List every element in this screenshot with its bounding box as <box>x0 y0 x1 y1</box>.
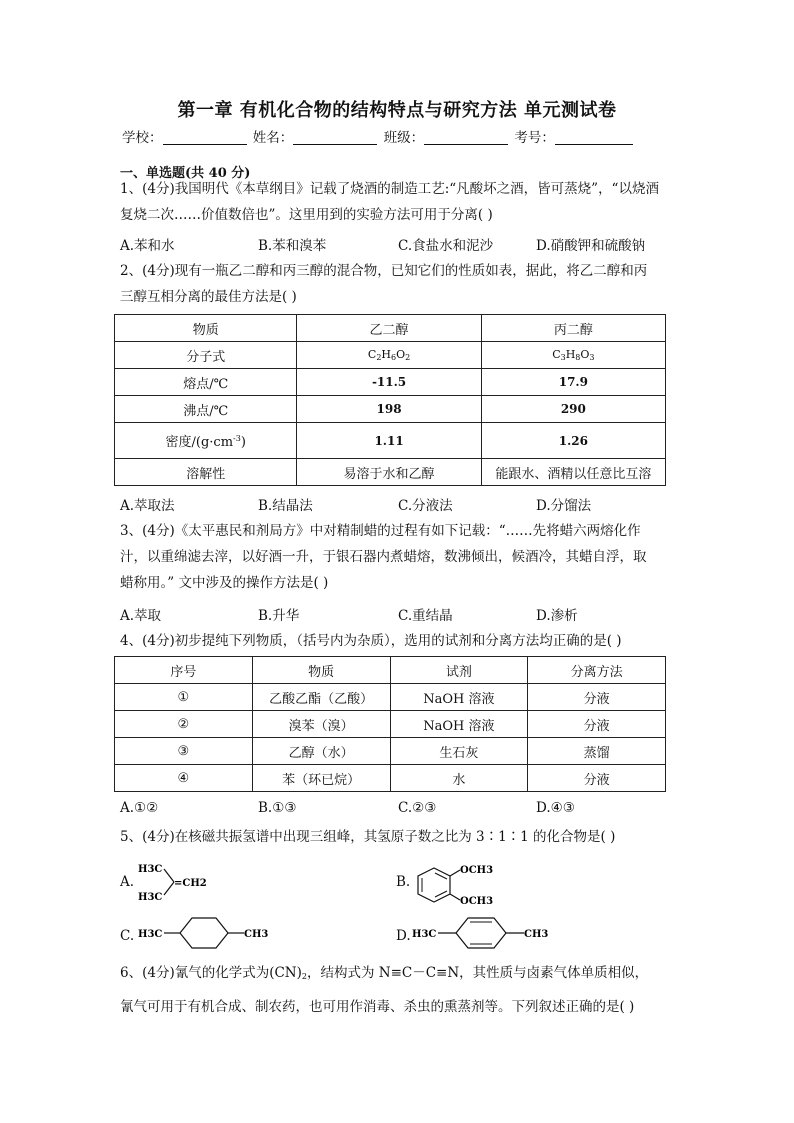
table-header-cell: 分离方法 <box>528 657 666 684</box>
table-row <box>115 765 666 792</box>
table-header-cell: 丙二醇 <box>481 315 665 342</box>
table-cell: 溴苯（溴） <box>252 711 390 738</box>
table-cell: 198 <box>297 396 481 423</box>
question-3-line-1: 3、(4分)《太平惠民和剂局方》中对精制蜡的过程有如下记载：“……先将蜡六两熔化作 <box>120 523 641 539</box>
option-a[interactable]: A.萃取 <box>120 608 162 624</box>
question-5-text <box>120 824 680 850</box>
structure-d-right-group: CH3 <box>524 929 549 940</box>
table-header-row <box>115 315 666 342</box>
question-1-line-1: 1、(4分)我国明代《本草纲目》记载了烧酒的制造工艺:“凡酸坏之酒，皆可蒸烧”，“以烧酒 <box>120 181 659 197</box>
table-header-cell: 试剂 <box>390 657 528 684</box>
option-b[interactable]: B.结晶法 <box>258 498 313 514</box>
exam-no-field[interactable] <box>555 130 633 145</box>
question-3-line-2: 汁，以重绵滤去滓，以好酒一升，于银石器内煮蜡熔，数沸倾出，候酒冷，其蜡自浮，取 <box>120 549 647 565</box>
table-cell: NaOH 溶液 <box>390 684 528 711</box>
table-cell: ① <box>115 684 253 711</box>
table-header-cell: 序号 <box>115 657 253 684</box>
table-cell: ④ <box>115 765 253 792</box>
option-c-label[interactable]: C. <box>120 928 135 944</box>
question-6-text <box>120 958 680 1022</box>
option-b[interactable]: B.①③ <box>258 800 297 816</box>
table-cell: ② <box>115 711 253 738</box>
table-row <box>115 396 666 423</box>
table-row <box>115 459 666 486</box>
table-cell: 乙醇（水） <box>252 738 390 765</box>
option-c[interactable]: C.食盐水和泥沙 <box>398 238 494 254</box>
question-1-text <box>120 176 680 228</box>
table-cell: 分液 <box>528 684 666 711</box>
structure-a-bottom-group: H3C <box>138 892 163 903</box>
option-a[interactable]: A.苯和水 <box>120 238 175 254</box>
table-row <box>115 423 666 459</box>
structure-c-left-group: H3C <box>138 929 163 940</box>
table-row <box>115 738 666 765</box>
properties-table <box>114 314 666 486</box>
table-cell: 溶解性 <box>115 459 297 486</box>
structure-a <box>136 858 246 908</box>
table-row <box>115 684 666 711</box>
school-field[interactable] <box>163 130 247 145</box>
question-6-line-1: 6、(4分)氰气的化学式为$(CN)_2$，结构式为 N≡C－C≡N，其性质与卤素气体单质相似， <box>120 965 649 981</box>
question-1-options <box>120 234 680 254</box>
option-d-label[interactable]: D. <box>396 928 411 944</box>
option-c[interactable]: C.重结晶 <box>398 608 453 624</box>
table-cell: ③ <box>115 738 253 765</box>
exam-no-label: 考号： <box>514 130 555 146</box>
option-b[interactable]: B.升华 <box>258 608 300 624</box>
class-field[interactable] <box>424 130 508 145</box>
student-info-line <box>122 126 682 146</box>
option-a[interactable]: A.萃取法 <box>120 498 175 514</box>
structure-b-top-group: OCH3 <box>460 865 494 876</box>
table-cell: 分液 <box>528 765 666 792</box>
table-cell: 易溶于水和乙醇 <box>297 459 481 486</box>
option-b[interactable]: B.苯和溴苯 <box>258 238 327 254</box>
section-heading: 一、单选题(共 40 分) <box>120 166 251 181</box>
table-cell: 分液 <box>528 711 666 738</box>
option-a-label[interactable]: A. <box>120 874 135 890</box>
question-4-text <box>120 628 680 654</box>
table-row <box>115 711 666 738</box>
question-2-options <box>120 494 680 514</box>
table-header-cell: 物质 <box>252 657 390 684</box>
name-label: 姓名： <box>252 130 294 146</box>
question-2-line-1: 2、(4分)现有一瓶乙二醇和丙三醇的混合物，已知它们的性质如表，据此，将乙二醇和丙 <box>120 263 648 279</box>
question-5-line-1: 5、(4分)在核磁共振氢谱中出现三组峰，其氢原子数之比为 3∶1∶1 的化合物是( ) <box>120 829 616 845</box>
option-d[interactable]: D.渗析 <box>536 608 578 624</box>
class-label: 班级： <box>383 130 425 146</box>
option-c[interactable]: C.②③ <box>398 800 437 816</box>
table-cell: 水 <box>390 765 528 792</box>
page-title: 第一章 有机化合物的结构特点与研究方法 单元测试卷 <box>177 100 617 121</box>
table-cell: 蒸馏 <box>528 738 666 765</box>
option-d[interactable]: D.分馏法 <box>536 498 592 514</box>
name-field[interactable] <box>293 130 377 145</box>
table-cell: 苯（环已烷） <box>252 765 390 792</box>
table-cell: 1.26 <box>481 423 665 459</box>
structure-c-right-group: CH3 <box>244 929 269 940</box>
structure-a-top-group: H3C <box>138 864 163 875</box>
question-3-options <box>120 604 680 624</box>
table-cell: 能跟水、酒精以任意比互溶 <box>481 459 665 486</box>
table-cell: 生石灰 <box>390 738 528 765</box>
purification-table <box>114 656 666 792</box>
formula-cell: $C_3H_8O_3$ <box>481 342 665 369</box>
option-d[interactable]: D.④③ <box>536 800 575 816</box>
table-header-cell: 乙二醇 <box>297 315 481 342</box>
question-4-options <box>120 800 680 820</box>
question-6-line-2: 氰气可用于有机合成、制农药，也可用作消毒、杀虫的熏蒸剂等。下列叙述正确的是( ) <box>120 999 635 1015</box>
structure-d-left-group: H3C <box>412 929 437 940</box>
question-3-text <box>120 518 680 596</box>
question-4-line-1: 4、(4分)初步提纯下列物质，（括号内为杂质），选用的试剂和分离方法均正确的是( ) <box>120 633 622 649</box>
option-d[interactable]: D.硝酸钾和硫酸钠 <box>536 238 646 254</box>
table-cell: 乙酸乙酯（乙酸） <box>252 684 390 711</box>
table-cell: 熔点/℃ <box>115 369 297 396</box>
table-row <box>115 342 666 369</box>
table-cell: -11.5 <box>297 369 481 396</box>
option-a[interactable]: A.①② <box>120 800 159 816</box>
school-label: 学校： <box>122 130 163 146</box>
table-header-row <box>115 657 666 684</box>
table-header-cell: 物质 <box>115 315 297 342</box>
formula-cell: $C_2H_6O_2$ <box>297 342 481 369</box>
table-cell: 沸点/℃ <box>115 396 297 423</box>
question-3-line-3: 蜡称用。” 文中涉及的操作方法是( ) <box>120 575 329 591</box>
density-label-cell: 密度$/(g\cdot cm^{-3})$ <box>115 423 297 459</box>
option-c[interactable]: C.分液法 <box>398 498 453 514</box>
structure-b <box>410 858 530 910</box>
structure-d <box>410 912 560 952</box>
option-b-label[interactable]: B. <box>396 874 411 890</box>
question-2-text <box>120 258 680 310</box>
table-row <box>115 369 666 396</box>
table-cell: 分子式 <box>115 342 297 369</box>
table-cell: 17.9 <box>481 369 665 396</box>
question-1-line-2: 复烧二次……价值数倍也”。这里用到的实验方法可用于分离( ) <box>120 207 493 223</box>
structure-b-bottom-group: OCH3 <box>460 896 494 907</box>
question-2-line-2: 三醇互相分离的最佳方法是( ) <box>120 289 297 305</box>
structure-a-right-group: =CH2 <box>174 878 207 889</box>
table-cell: NaOH 溶液 <box>390 711 528 738</box>
structure-c <box>136 912 276 952</box>
table-cell: 1.11 <box>297 423 481 459</box>
table-cell: 290 <box>481 396 665 423</box>
